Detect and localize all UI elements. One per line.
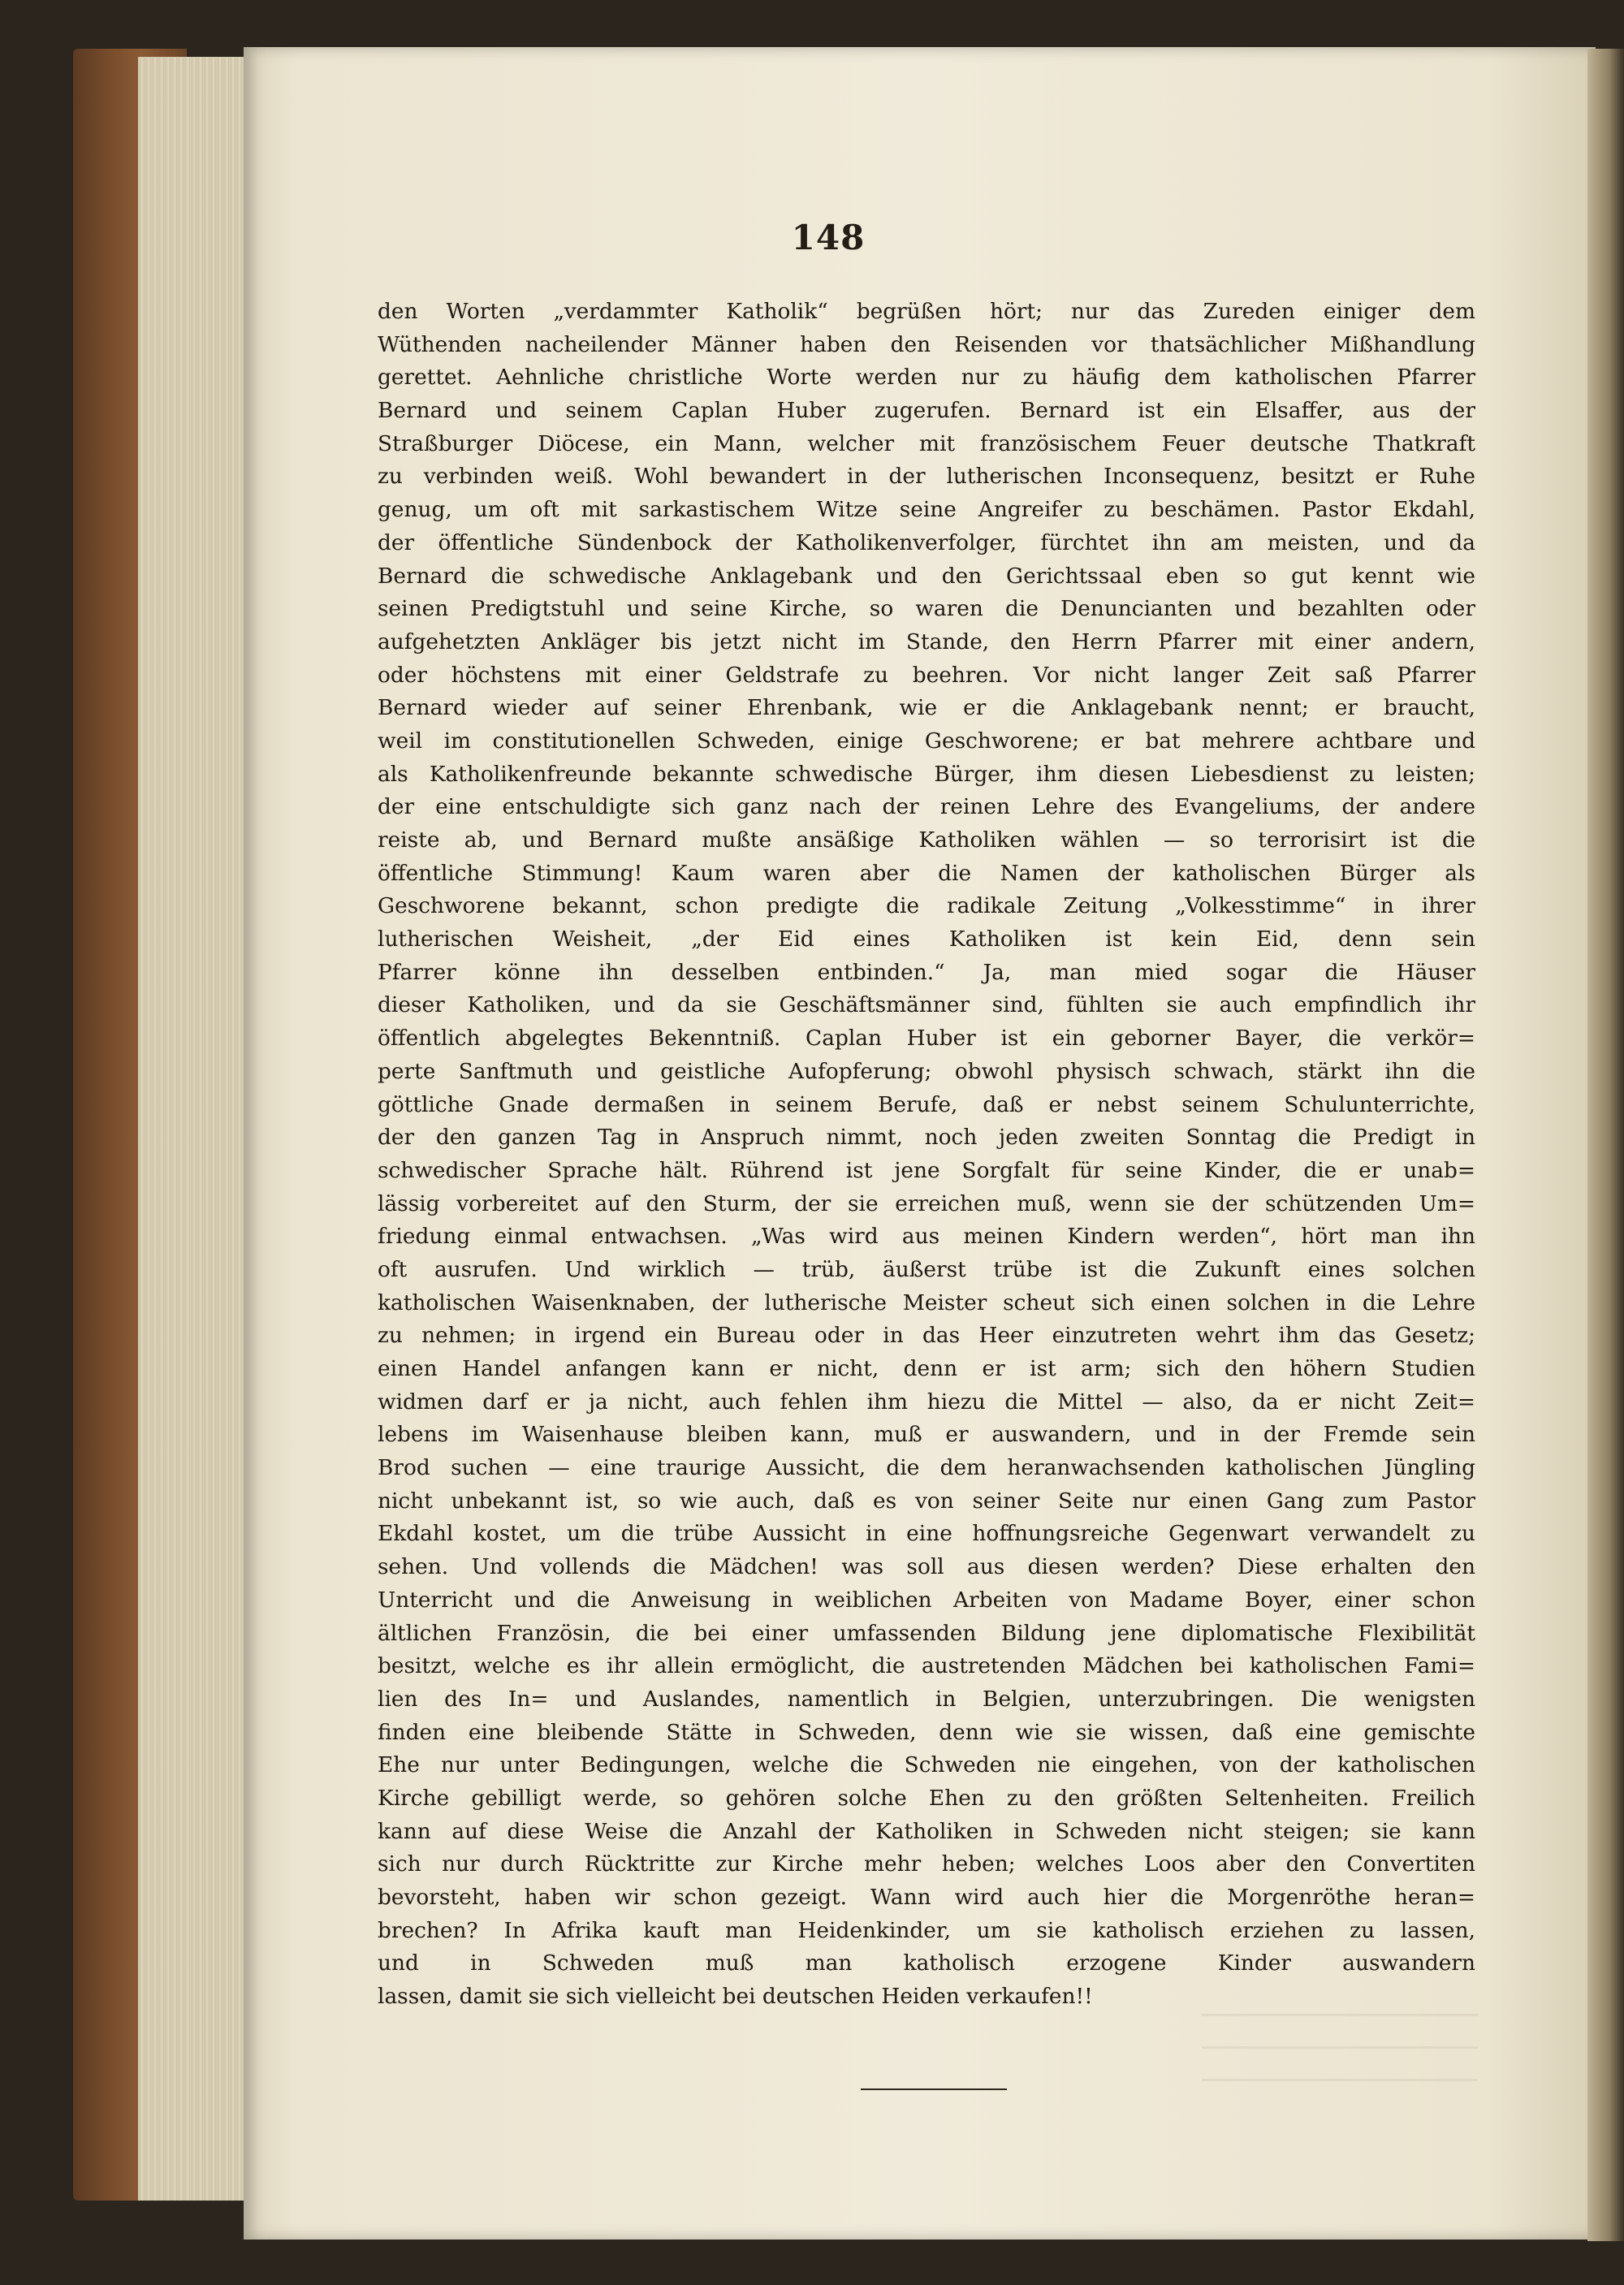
text-line: besitzt, welche es ihr allein ermöglicht, die austretenden Mädchen bei katholischen Fami=	[378, 1653, 1475, 1679]
text-line: kann auf diese Weise die Anzahl der Katholiken in Schweden nicht steigen; sie kann	[378, 1818, 1475, 1844]
text-line: Bernard und seinem Caplan Huber zugerufen. Bernard ist ein Elsaffer, aus der	[378, 398, 1475, 424]
text-line: der öffentliche Sündenbock der Katholikenverfolger, fürchtet ihn am meisten, und da	[378, 529, 1475, 555]
text-line: schwedischer Sprache hält. Rührend ist jene Sorgfalt für seine Kinder, die er unab=	[378, 1157, 1475, 1183]
text-line: Wüthenden nacheilender Männer haben den Reisenden vor thatsächlicher Mißhandlung	[378, 331, 1475, 357]
text-line: widmen darf er ja nicht, auch fehlen ihm hiezu die Mittel — also, da er nicht Zeit=	[378, 1389, 1475, 1415]
text-line: sehen. Und vollends die Mädchen! was soll aus diesen werden? Diese erhalten den	[378, 1554, 1475, 1580]
text-line: genug, um oft mit sarkastischem Witze seine Angreifer zu beschämen. Pastor Ekdahl,	[378, 497, 1475, 523]
text-line: der eine entschuldigte sich ganz nach der reinen Lehre des Evangeliums, der andere	[378, 794, 1475, 820]
text-line: perte Sanftmuth und geistliche Aufopferung; obwohl physisch schwach, stärkt ihn die	[378, 1058, 1475, 1084]
text-line: aufgehetzten Ankläger bis jetzt nicht im Stande, den Herrn Pfarrer mit einer andern,	[378, 628, 1475, 654]
text-line: reiste ab, und Bernard mußte ansäßige Katholiken wählen — so terrorisirt ist die	[378, 827, 1475, 853]
text-line: und in Schweden muß man katholisch erzogene Kinder auswandern	[378, 1950, 1475, 1976]
end-rule	[861, 2088, 1007, 2090]
text-line: Bernard die schwedische Anklagebank und den Gerichtssaal eben so gut kennt wie	[378, 563, 1475, 589]
text-line: oft ausrufen. Und wirklich — trüb, äußerst trübe ist die Zukunft eines solchen	[378, 1256, 1475, 1282]
text-line: der den ganzen Tag in Anspruch nimmt, noch jeden zweiten Sonntag die Predigt in	[378, 1125, 1475, 1151]
text-line: ältlichen Französin, die bei einer umfassenden Bildung jene diplomatische Flexibilität	[378, 1620, 1475, 1646]
text-line: Geschworene bekannt, schon predigte die radikale Zeitung „Volkesstimme“ in ihrer	[378, 893, 1475, 919]
text-line: brechen? In Afrika kauft man Heidenkinder, um sie katholisch erziehen zu lassen,	[378, 1917, 1475, 1943]
text-line: den Worten „verdammter Katholik“ begrüßen hört; nur das Zureden einiger dem	[378, 299, 1475, 324]
page-gutter-shadow	[1587, 49, 1624, 2241]
text-line: Ekdahl kostet, um die trübe Aussicht in eine hoffnungsreiche Gegenwart verwandelt zu	[378, 1521, 1475, 1547]
text-line: Unterricht und die Anweisung in weiblichen Arbeiten von Madame Boyer, einer schon	[378, 1587, 1475, 1613]
text-line: Straßburger Diöcese, ein Mann, welcher mit französischem Feuer deutsche Thatkraft	[378, 430, 1475, 456]
page-number: 148	[791, 218, 866, 257]
text-line: nicht unbekannt ist, so wie auch, daß es von seiner Seite nur einen Gang zum Pastor	[378, 1488, 1475, 1514]
text-line: göttliche Gnade dermaßen in seinem Berufe, daß er nebst seinem Schulunterrichte,	[378, 1091, 1475, 1117]
page-stack-edges	[138, 57, 260, 2201]
text-line: zu verbinden weiß. Wohl bewandert in der lutherischen Inconsequenz, besitzt er Ruhe	[378, 464, 1475, 490]
text-line: Brod suchen — eine traurige Aussicht, die dem heranwachsenden katholischen Jüngling	[378, 1455, 1475, 1481]
text-line: lebens im Waisenhause bleiben kann, muß er auswandern, und in der Fremde sein	[378, 1422, 1475, 1448]
text-line: zu nehmen; in irgend ein Bureau oder in das Heer einzutreten wehrt ihm das Gesetz;	[378, 1323, 1475, 1349]
text-line: friedung einmal entwachsen. „Was wird aus meinen Kindern werden“, hört man ihn	[378, 1224, 1475, 1250]
text-line: Kirche gebilligt werde, so gehören solche Ehen zu den größten Seltenheiten. Freilich	[378, 1785, 1475, 1811]
text-line: lutherischen Weisheit, „der Eid eines Katholiken ist kein Eid, denn sein	[378, 927, 1475, 952]
show-through-text	[1202, 2014, 1478, 2103]
text-line: lassen, damit sie sich vielleicht bei deutschen Heiden verkaufen!!	[378, 1984, 1093, 2010]
text-line: Pfarrer könne ihn desselben entbinden.“ Ja, man mied sogar die Häuser	[378, 959, 1475, 985]
text-line: öffentlich abgelegtes Bekenntniß. Caplan Huber ist ein geborner Bayer, die verkör=	[378, 1026, 1475, 1052]
text-line: oder höchstens mit einer Geldstrafe zu beehren. Vor nicht langer Zeit saß Pfarrer	[378, 662, 1475, 688]
text-line: bevorsteht, haben wir schon gezeigt. Wann wird auch hier die Morgenröthe heran=	[378, 1885, 1475, 1910]
text-line: als Katholikenfreunde bekannte schwedische Bürger, ihm diesen Liebesdienst zu leisten;	[378, 761, 1475, 787]
text-line: seinen Predigtstuhl und seine Kirche, so waren die Denuncianten und bezahlten oder	[378, 596, 1475, 622]
text-line: lien des In= und Auslandes, namentlich in Belgien, unterzubringen. Die wenigsten	[378, 1686, 1475, 1712]
text-line: Ehe nur unter Bedingungen, welche die Schweden nie eingehen, von der katholischen	[378, 1752, 1475, 1778]
text-line: einen Handel anfangen kann er nicht, denn er ist arm; sich den höhern Studien	[378, 1356, 1475, 1381]
text-line: weil im constitutionellen Schweden, einige Geschworene; er bat mehrere achtbare und	[378, 728, 1475, 754]
text-line: öffentliche Stimmung! Kaum waren aber die Namen der katholischen Bürger als	[378, 860, 1475, 886]
text-line: sich nur durch Rücktritte zur Kirche mehr heben; welches Loos aber den Convertiten	[378, 1851, 1475, 1877]
text-line: Bernard wieder auf seiner Ehrenbank, wie er die Anklagebank nennt; er braucht,	[378, 695, 1475, 721]
text-line: katholischen Waisenknaben, der lutherische Meister scheut sich einen solchen in die Lehre	[378, 1289, 1475, 1315]
text-line: lässig vorbereitet auf den Sturm, der sie erreichen muß, wenn sie der schützenden Um=	[378, 1190, 1475, 1216]
text-line: gerettet. Aehnliche christliche Worte werden nur zu häufig dem katholischen Pfarrer	[378, 365, 1475, 391]
text-line: dieser Katholiken, und da sie Geschäftsmänner sind, fühlten sie auch empfindlich ihr	[378, 992, 1475, 1018]
text-line: finden eine bleibende Stätte in Schweden, denn wie sie wissen, daß eine gemischte	[378, 1719, 1475, 1745]
body-text	[378, 296, 1475, 2014]
